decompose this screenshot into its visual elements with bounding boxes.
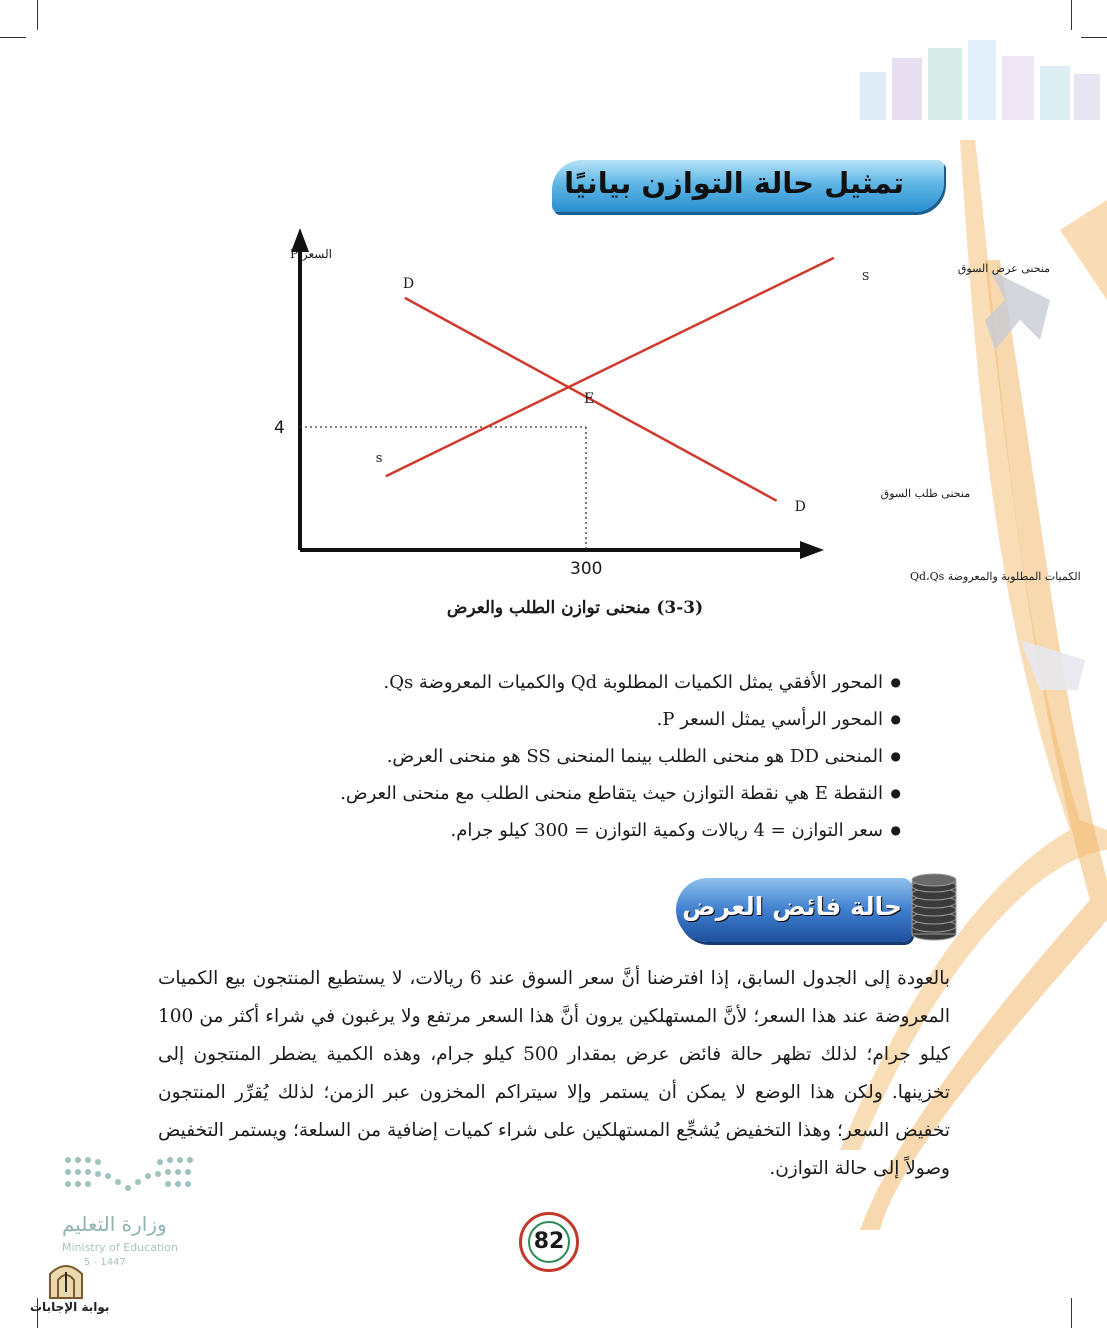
y-tick-label: 4 [274,418,285,438]
bullet-list [281,664,901,849]
ministry-name-arabic: وزارة التعليم [62,1212,167,1236]
section-heading: حالة فائض العرض [682,892,902,921]
supply-label-bottom: s [375,451,383,467]
y-axis-label: السعر P [290,247,332,261]
watermark-text: بوابة الإجابات [30,1300,110,1314]
section-heading-banner [676,878,912,942]
list-item: ● النقطة E هي نقطة التوازن حيث يتقاطع منحنى الطلب مع منحنى العرض. [281,775,901,812]
ministry-logo [62,1152,196,1200]
supply-label-top: S [861,269,870,283]
x-axis-label: الكميات المطلوبة والمعروضة Qd،Qs [910,570,1081,583]
crop-mark [1071,0,1072,30]
list-item: ● المحور الرأسي يمثل السعر P. [281,701,901,738]
demand-label-top: D [402,275,415,292]
x-tick-label: 300 [570,559,603,579]
watermark-logo [44,1256,88,1300]
list-item: ● سعر التوازن = 4 ريالات وكمية التوازن = 300 كيلو جرام. [281,812,901,849]
equilibrium-label: E [584,391,595,407]
ministry-year: 5 - 1447 [84,1257,126,1268]
supply-curve [386,258,834,476]
page-title: تمثيل حالة التوازن بيانيًا [564,166,904,200]
crop-mark [0,37,26,38]
section-title-banner [552,160,944,212]
page-number-badge [519,1212,579,1272]
list-item: ● المحور الأفقي يمثل الكميات المطلوبة Qd والكميات المعروضة Qs. [281,664,901,701]
list-item: ● المنحنى DD هو منحنى الطلب بينما المنحنى SS هو منحنى العرض. [281,738,901,775]
demand-curve-name: منحنى طلب السوق [880,486,971,500]
demand-label-bottom: D [794,498,806,515]
crop-mark [37,0,38,30]
coins-icon [906,868,962,944]
crop-mark [1081,37,1107,38]
figure-caption: (3-3) منحنى توازن الطلب والعرض [446,598,704,618]
ministry-name-english: Ministry of Education [62,1241,179,1254]
body-paragraph: بالعودة إلى الجدول السابق، إذا افترضنا أنَّ سعر السوق عند 6 ريالات، لا يستطيع المنتجون بيع الكميات المعروضة عند هذا السعر؛ لأنَّ المستهلكين يرون أنَّ هذا السعر مرتفع ولا يرغبون في شراء أكثر من 100 كيلو جرام؛ لذلك تظهر حالة فائض عرض بمقدار 500 كيلو جرام، وهذه الكمية يضطر المنتجون إلى تخزينها. ولكن هذا الوضع لا يمكن أن يستمر وإلا سيتراكم المخزون عبر الزمن؛ لذلك يُقرِّر المنتجون تخفيض السعر؛ وهذا التخفيض يُشجِّع المستهلكين على شراء كميات إضافية من السلعة؛ ويستمر التخفيض وصولاً إلى حالة التوازن. [158,968,950,1179]
page-number: 82 [533,1229,565,1254]
supply-curve-name: منحنى عرض السوق [957,261,1051,275]
x-axis-arrow [800,541,824,559]
equilibrium-chart [230,220,1081,600]
